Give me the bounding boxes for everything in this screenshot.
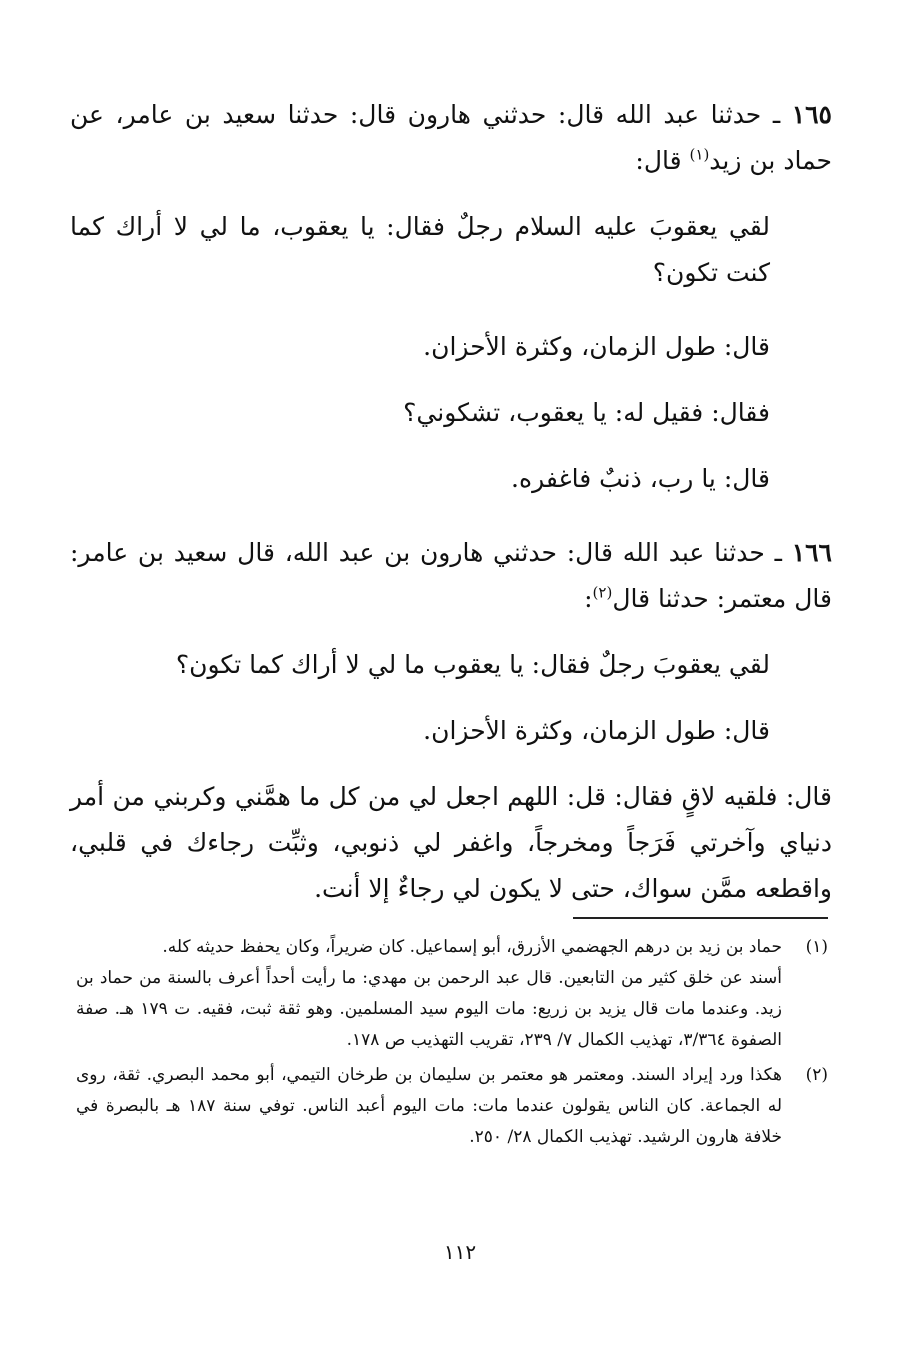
- footnote-2: [76, 1060, 828, 1153]
- hadith-166-line: لقي يعقوبَ رجلٌ فقال: يا يعقوب ما لي لا أراك كما تكون؟: [175, 650, 770, 679]
- footnote-paragraph: حماد بن زيد بن درهم الجهضمي الأزرق، أبو إسماعيل. كان ضريراً، وكان يحفظ حديثه كله.: [162, 937, 782, 957]
- hadith-165-line: فقال: فقيل له: يا يعقوب، تشكوني؟: [403, 398, 770, 427]
- page-number: ١١٢: [443, 1240, 477, 1264]
- footnote-mark: (٢): [805, 1065, 828, 1085]
- footnote-body: [76, 1060, 782, 1153]
- hadith-166-isnad-end: :: [584, 584, 593, 613]
- footnote-body: [76, 932, 782, 1056]
- footnote-paragraph: أسند عن خلق كثير من التابعين. قال عبد الرحمن بن مهدي: ما رأيت أحداً أعرف بالسنة من حماد بن زيد. وعندما مات قال يزيد بن زريع: مات اليوم سيد المسلمين. وهو ثقة ثبت، فقيه. ت ١٧٩ هـ. صفة الصفوة ٣/٣٦٤، تهذيب الكمال ٧/ ٢٣٩، تقريب التهذيب ص ١٧٨.: [76, 968, 782, 1050]
- hadith-165-line: لقي يعقوبَ عليه السلام رجلٌ فقال: يا يعقوب، ما لي لا أراك كما كنت تكون؟: [70, 212, 770, 287]
- footnote-paragraph: هكذا ورد إيراد السند. ومعتمر هو معتمر بن سليمان بن طرخان التيمي، أبو محمد البصري. ثقة، روى له الجماعة. كان الناس يقولون عندما مات: مات اليوم أعبد الناس. توفي سنة ١٨٧ هـ بالبصرة في خلافة هارون الرشيد. تهذيب الكمال ٢٨/ ٢٥٠.: [76, 1065, 782, 1147]
- footnote-1: [76, 932, 828, 1056]
- hadith-165-isnad-text: ـ حدثنا عبد الله قال: حدثني هارون قال: حدثنا سعيد بن عامر، عن حماد بن زيد: [70, 100, 832, 175]
- hadith-166-isnad-text: ـ حدثنا عبد الله قال: حدثني هارون بن عبد الله، قال سعيد بن عامر: قال معتمر: حدثنا قال: [70, 538, 832, 613]
- hadith-165-line: قال: يا رب، ذنبٌ فاغفره.: [511, 464, 770, 493]
- hadith-166-isnad: [70, 530, 832, 622]
- footnote-ref-1[interactable]: (١): [689, 145, 710, 164]
- hadith-166-line: قال: طول الزمان، وكثرة الأحزان.: [423, 716, 770, 745]
- footnotes: [76, 932, 828, 1153]
- hadith-165-number: ١٦٥: [791, 100, 832, 129]
- hadith-165-isnad-end: قال:: [635, 146, 690, 175]
- hadith-165-isnad: [70, 92, 832, 184]
- footnote-mark: (١): [805, 937, 828, 957]
- footnote-divider: [573, 917, 828, 919]
- hadith-165-line: قال: طول الزمان، وكثرة الأحزان.: [423, 332, 770, 361]
- main-text: [70, 92, 832, 912]
- footnote-ref-2[interactable]: (٢): [592, 583, 613, 602]
- hadith-166-line: قال: فلقيه لاقٍ فقال: قل: اللهم اجعل لي من كل ما همَّني وكربني من أمر دنياي وآخرتي فَرَجاً ومخرجاً، واغفر لي ذنوبي، وثبِّت رجاءك في قلبي، واقطعه ممَّن سواك، حتى لا يكون لي رجاءٌ إلا أنت.: [70, 782, 832, 903]
- hadith-166-number: ١٦٦: [791, 538, 832, 567]
